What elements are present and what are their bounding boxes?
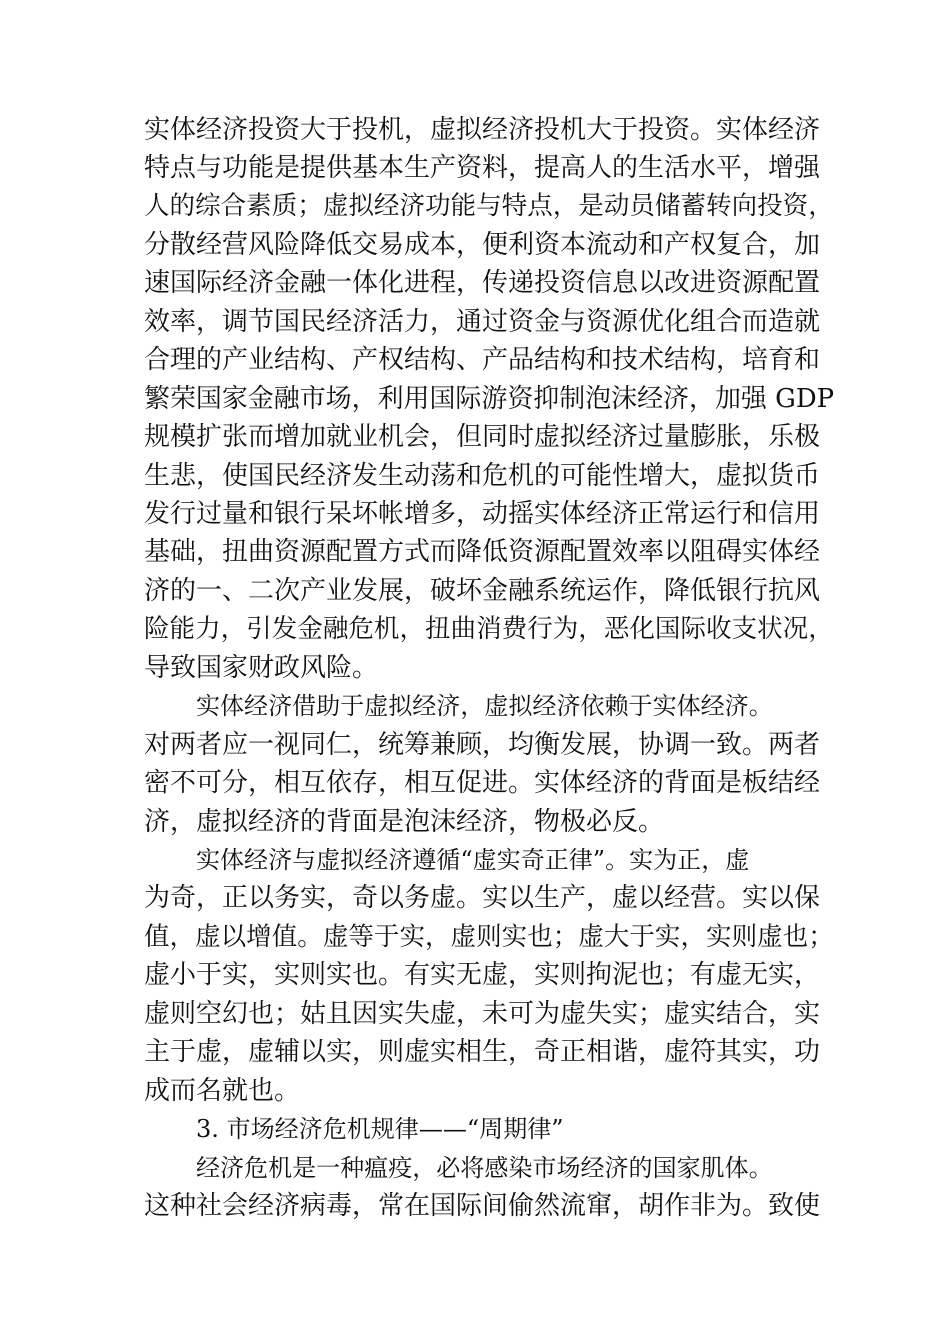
text-line: 生悲，使国民经济发生动荡和危机的可能性增大，虚拟货币 — [144, 461, 821, 491]
text-line: 人的综合素质；虚拟经济功能与特点，是动员储蓄转向投资， — [144, 191, 834, 221]
text-line: 实体经济投资大于投机，虚拟经济投机大于投资。实体经济 — [144, 115, 821, 145]
text-line: 济，虚拟经济的背面是泡沫经济，物极必反。 — [144, 807, 665, 837]
text-line: 成而名就也。 — [144, 1076, 301, 1106]
text-line: 虚则空幻也；姑且因实失虚，未可为虚失实；虚实结合，实 — [144, 999, 821, 1029]
text-line: 济的一、二次产业发展，破坏金融系统运作，降低银行抗风 — [144, 576, 821, 606]
text-line: 值，虚以增值。虚等于实，虚则实也；虚大于实，实则虚也； — [144, 922, 834, 952]
paragraph-first-line: 实体经济与虚拟经济遵循“虚实奇正律”。实为正，虚 — [196, 846, 750, 874]
text-line: 基础，扭曲资源配置方式而降低资源配置效率以阻碍实体经 — [144, 537, 821, 567]
text-line: 这种社会经济病毒，常在国际间偷然流窜，胡作非为。致使 — [144, 1191, 821, 1221]
text-line: 合理的产业结构、产权结构、产品结构和技术结构，培育和 — [144, 345, 821, 375]
text-line: 主于虚，虚辅以实，则虚实相生，奇正相谐，虚符其实，功 — [144, 1037, 821, 1067]
text-line: 效率，调节国民经济活力，通过资金与资源优化组合而造就 — [144, 307, 821, 337]
text-line: 发行过量和银行呆坏帐增多，动摇实体经济正常运行和信用 — [144, 499, 821, 529]
text-line: 分散经营风险降低交易成本，便利资本流动和产权复合，加 — [144, 230, 821, 260]
text-line: 繁荣国家金融市场，利用国际游资抑制泡沫经济，加强 GDP — [144, 384, 835, 414]
paragraph-first-line: 实体经济借助于虚拟经济，虚拟经济依赖于实体经济。 — [196, 692, 773, 720]
text-line: 对两者应一视同仁，统筹兼顾，均衡发展，协调一致。两者 — [144, 730, 821, 760]
section-heading: 3. 市场经济危机规律——“周期律” — [196, 1115, 564, 1143]
text-line: 虚小于实，实则实也。有实无虚，实则拘泥也；有虚无实， — [144, 960, 821, 990]
text-line: 密不可分，相互依存，相互促进。实体经济的背面是板结经 — [144, 768, 821, 798]
text-line: 导致国家财政风险。 — [144, 653, 379, 683]
text-line: 为奇，正以务实，奇以务虚。实以生产，虚以经营。实以保 — [144, 883, 821, 913]
text-line: 速国际经济金融一体化进程，传递投资信息以改进资源配置 — [144, 268, 821, 298]
paragraph-first-line: 经济危机是一种瘟疫，必将感染市场经济的国家肌体。 — [196, 1154, 773, 1182]
text-line: 规模扩张而增加就业机会，但同时虚拟经济过量膨胀，乐极 — [144, 422, 821, 452]
text-line: 险能力，引发金融危机，扭曲消费行为，恶化国际收支状况， — [144, 614, 834, 644]
text-line: 特点与功能是提供基本生产资料，提高人的生活水平，增强 — [144, 153, 821, 183]
